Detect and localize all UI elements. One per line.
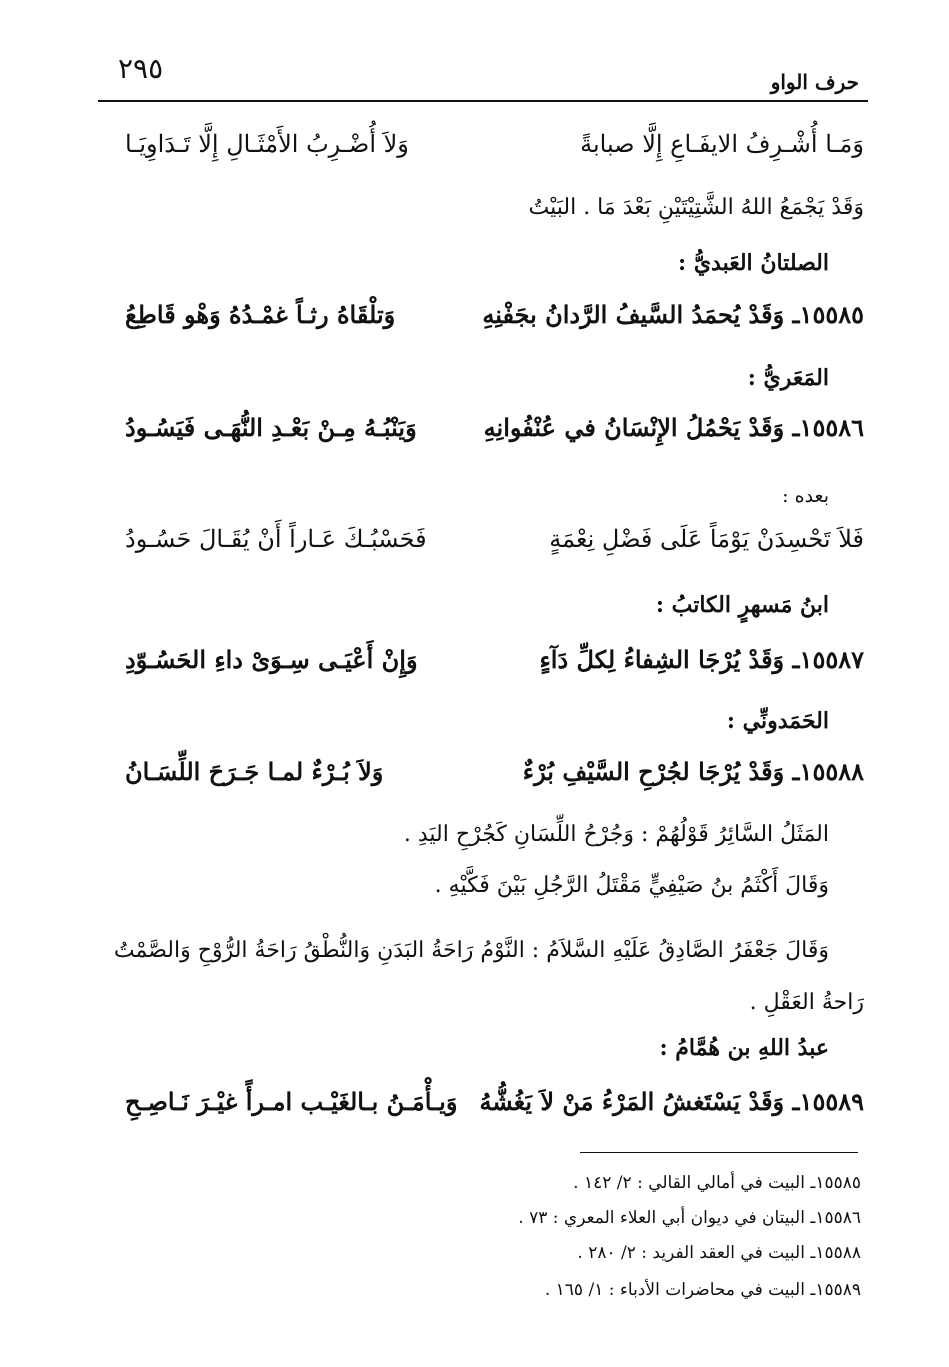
verse-right-hemistich: ١٥٥٨٧ـ وَقَدْ يُرْجَا الشِفاءُ لِكلِّ دَآءٍ (539, 645, 864, 674)
verse-number: ١٥٥٨٦ـ (792, 413, 864, 442)
verse-right-hemistich: ١٥٥٨٩ـ وَقَدْ يَسْتَغشُ المَرْءُ مَنْ لاَ يَغُشُّهُ (479, 1087, 864, 1116)
verse-left-hemistich: وَيَنْبُـهُ مِـنْ بَعْـدِ النُّهَـى فَيَسُـودُ (125, 413, 417, 442)
hemistich-note: وَقَدْ يَجْمَعُ اللهُ الشَّتِيْتَيْنِ بَعْدَ مَا . البَيْتُ (528, 195, 864, 220)
verse-number: ١٥٥٨٧ـ (792, 645, 864, 674)
verse-number: ١٥٥٨٨ـ (792, 757, 864, 786)
verse-left-hemistich: وَلاَ أُضْـرِبُ الأَمْثَـالِ إِلَّا تَـدَاوِيَـا (125, 130, 409, 158)
verse-row (125, 300, 864, 340)
verse-right-hemistich: ١٥٥٨٨ـ وَقَدْ يُرْجَا لجُرْحِ السَّيْفِ بُرْءٌ (522, 757, 864, 786)
verse-row (125, 645, 864, 685)
footnote: ١٥٥٨٥ـ البيت في أمالي القالي : ٢/ ١٤٢ . (573, 1173, 861, 1193)
saying-line: وَقَالَ أَكْثَمُ بنُ صَيْفِيٍّ مَقْتَلُ الرَّجُلِ بَيْنَ فَكَّيْهِ . (434, 873, 829, 898)
chapter-title: حرف الواو (770, 70, 859, 94)
poet-attribution: عبدُ اللهِ بن هُمَّامُ : (659, 1035, 829, 1061)
verse-left-hemistich: فَحَسْبُـكَ عَـاراً أَنْ يُقَـالَ حَسُـودُ (125, 525, 427, 553)
poet-attribution: الحَمَدونِّي : (726, 708, 829, 734)
verse-row (125, 757, 864, 797)
saying-line: المَثَلُ السَّائِرُ قَوْلُهُمْ : وَجُرْحُ اللِّسَانِ كَجُرْحِ اليَدِ . (403, 822, 829, 847)
verse-row (125, 130, 864, 170)
verse-row (125, 1087, 864, 1127)
footnote: ١٥٥٨٨ـ البيت في العقد الفريد : ٢/ ٢٨٠ . (577, 1243, 861, 1263)
verse-number: ١٥٥٨٥ـ (792, 300, 864, 329)
verse-left-hemistich: وَيـأْمَـنُ بـالغَيْـب امـرأً غيْـرَ نَـاصِـحِ (125, 1087, 458, 1116)
poet-attribution: الصلتانُ العَبديُّ : (678, 250, 829, 276)
verse-right-hemistich: ١٥٥٨٦ـ وَقَدْ يَحْمُلُ الإِنْسَانُ في عُنْفُوانِهِ (483, 413, 864, 442)
verse-right-hemistich: ١٥٥٨٥ـ وَقَدْ يُحمَدُ السَّيفُ الرَّدانُ بجَفْنِهِ (482, 300, 864, 329)
header-rule (98, 100, 868, 102)
page-number: ٢٩٥ (118, 52, 164, 85)
verse-right-hemistich: فَلاَ تَحْسِدَنْ يَوْمَاً عَلَى فَضْلِ نِعْمَةٍ (549, 525, 864, 553)
verse-left-hemistich: وَلاَ بُـرْءٌ لمـا جَـرَحَ اللِّسَـانُ (125, 757, 384, 786)
verse-left-hemistich: وَإِنْ أَعْيَـى سِـوَىْ داءِ الحَسُـوّدِ (125, 645, 418, 674)
poet-attribution: ابنُ مَسهرٍ الكاتبُ : (655, 592, 829, 618)
footnote: ١٥٥٨٦ـ البيتان في ديوان أبي العلاء المعري : ٧٣ . (518, 1208, 861, 1228)
verse-right-hemistich: وَمَـا أُشْـرِفُ الايفَـاعِ إِلَّا صبابةً (580, 130, 864, 158)
after-label: بعده : (782, 485, 829, 507)
verse-number: ١٥٥٨٩ـ (792, 1087, 864, 1116)
verse-row (125, 525, 864, 565)
verse-left-hemistich: وَتلْقَاهُ رثـاً غمْـدُهُ وَهْو قَاطِعُ (125, 300, 396, 329)
footnote: ١٥٥٨٩ـ البيت في محاضرات الأدباء : ١/ ١٦٥ . (544, 1280, 861, 1300)
poet-attribution: المَعَريُّ : (747, 365, 829, 391)
saying-paragraph: وَقَالَ جَعْفَرُ الصَّادِقُ عَلَيْهِ السَّلاَمُ : النَّوْمُ رَاحَةُ البَدَنِ وَالنُّطْقُ رَاحَةُ الرُّوْحِ وَالصَّمْتُ رَاحةُ العَقْلِ . (113, 938, 864, 1015)
footnote-rule (580, 1152, 858, 1153)
verse-row (125, 413, 864, 453)
